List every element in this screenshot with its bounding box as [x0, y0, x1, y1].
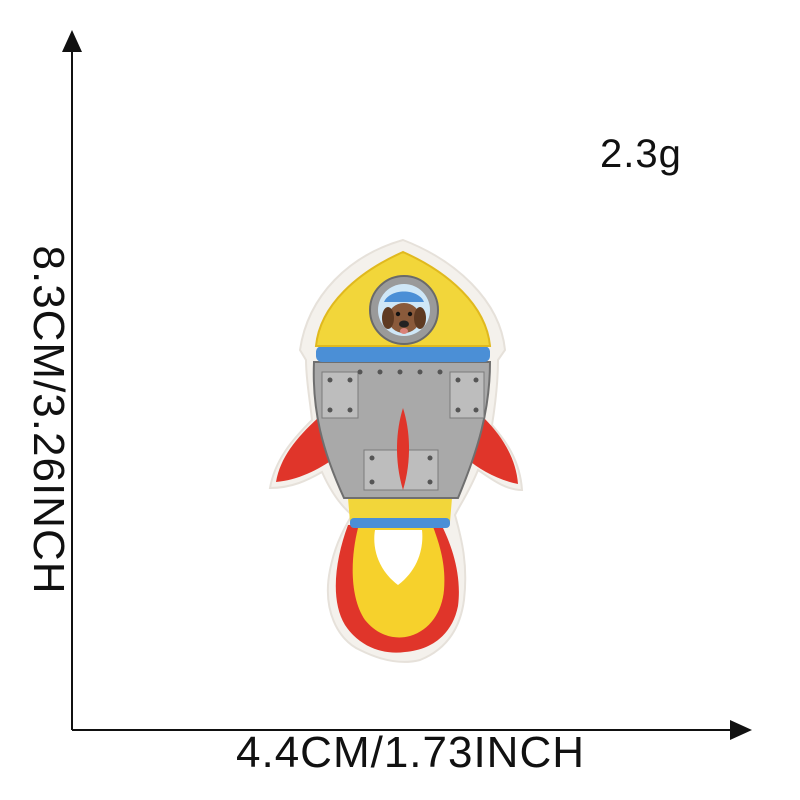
arrow-right-icon — [730, 720, 752, 740]
rocket-lower-blue-band — [350, 518, 450, 528]
arrow-up-icon — [62, 30, 82, 52]
body-panel-left — [322, 372, 358, 418]
rocket-patch — [270, 240, 522, 662]
body-panel-right — [450, 372, 484, 418]
height-dimension-label: 8.3CM/3.26INCH — [24, 245, 73, 595]
width-dimension-label: 4.4CM/1.73INCH — [236, 728, 586, 777]
rocket-blue-band — [316, 346, 490, 362]
weight-label: 2.3g — [600, 132, 682, 176]
dog-astronaut-icon — [382, 292, 426, 335]
